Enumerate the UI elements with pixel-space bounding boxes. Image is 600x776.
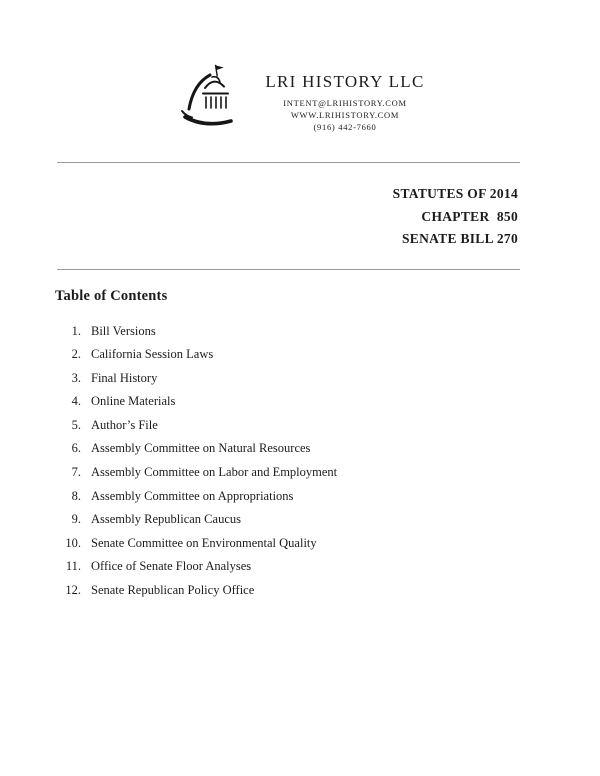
toc-item-label: California Session Laws — [91, 347, 214, 362]
toc-item-number: 9. — [71, 512, 81, 527]
toc-item-label: Office of Senate Floor Analyses — [91, 559, 252, 574]
toc-item-label: Senate Republican Policy Office — [91, 583, 255, 598]
letterhead-text — [265, 60, 424, 133]
toc-item — [55, 485, 600, 509]
toc-item — [55, 367, 600, 391]
toc-item — [55, 343, 600, 367]
toc-item-number: 10. — [65, 535, 81, 550]
phone-text: (916) 442-7660 — [313, 122, 377, 132]
letterhead — [0, 0, 600, 138]
toc-item-number: 12. — [65, 583, 81, 598]
statutes-line: STATUTES OF 2014 — [392, 186, 518, 201]
toc-item-label: Final History — [91, 370, 158, 385]
toc-item-label: Assembly Committee on Labor and Employment — [91, 465, 338, 480]
website-text: WWW.LRIHISTORY.COM — [290, 110, 400, 120]
toc-item — [55, 555, 600, 579]
toc-item-label: Senate Committee on Environmental Quality — [91, 535, 317, 550]
toc-item-number: 4. — [71, 394, 81, 409]
toc-item — [55, 579, 600, 603]
toc-item-number: 1. — [71, 323, 81, 338]
toc-item-label: Assembly Republican Caucus — [91, 512, 241, 527]
toc-item-label: Author’s File — [91, 417, 158, 432]
toc-item — [55, 320, 600, 344]
company-name: LRI HISTORY LLC — [265, 72, 425, 91]
toc-item — [55, 414, 600, 438]
toc-item-number: 7. — [71, 465, 81, 480]
toc-item — [55, 390, 600, 414]
toc-item — [55, 461, 600, 485]
toc-item-number: 3. — [71, 370, 81, 385]
toc-item-label: Bill Versions — [91, 323, 156, 338]
toc-title: Table of Contents — [55, 287, 168, 304]
toc-item-number: 11. — [65, 559, 81, 574]
toc-item — [55, 508, 600, 532]
toc-item — [55, 437, 600, 461]
email-text: INTENT@LRIHISTORY.COM — [283, 98, 407, 108]
senate-bill-line: SENATE BILL 270 — [401, 231, 518, 246]
divider-middle — [57, 269, 520, 270]
toc-item-number: 5. — [71, 417, 81, 432]
toc-item-number: 8. — [71, 488, 81, 503]
toc-item-number: 6. — [71, 441, 81, 456]
statute-reference-block — [0, 163, 600, 251]
toc-item-number: 2. — [71, 347, 81, 362]
toc-item-label: Online Materials — [91, 394, 176, 409]
chapter-line: CHAPTER 850 — [421, 208, 518, 224]
toc-list — [55, 320, 600, 603]
toc-item-label: Assembly Committee on Natural Resources — [91, 441, 311, 456]
toc-item — [55, 532, 600, 556]
toc-item-label: Assembly Committee on Appropriations — [91, 488, 294, 503]
capitol-sketch-icon — [175, 60, 239, 138]
